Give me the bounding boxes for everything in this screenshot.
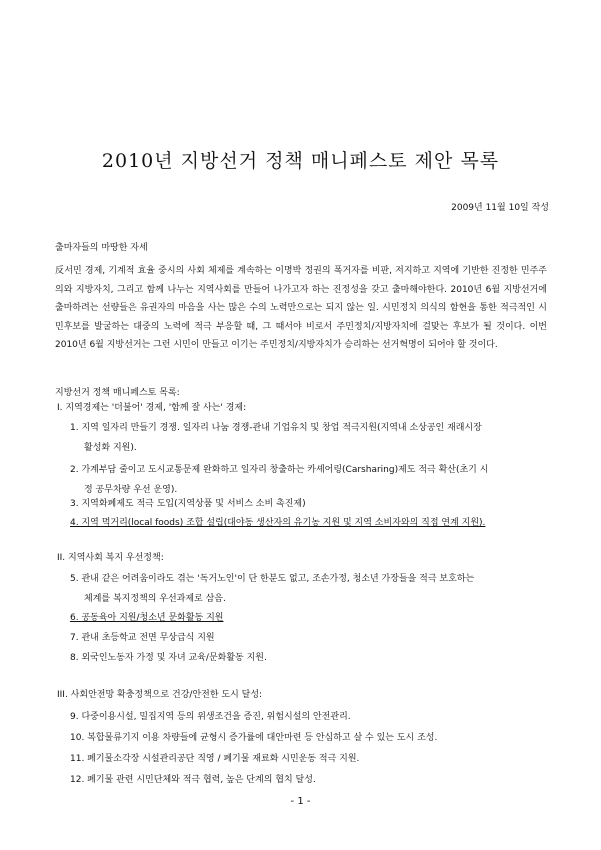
item-6-line1: 6. 공동육아 지원/청소년 문화활동 지원: [70, 613, 224, 623]
list-item: [70, 749, 545, 769]
item-2-line2: 정 공무차량 우선 운영).: [84, 485, 178, 495]
list-item: [70, 648, 545, 668]
item-5-line1: 5. 관내 같은 어려움이라도 겪는 '독거노인'이 단 한분도 없고, 조손가정, 청소년 가장들을 적극 보호하는: [70, 574, 475, 584]
list-item: [70, 770, 545, 790]
list-item: [70, 569, 545, 609]
item-11-line1: 11. 폐기물소각장 시설관리공단 직영 / 폐기물 재료화 시민운동 적극 지원.: [70, 754, 360, 764]
list-item: [70, 513, 545, 533]
intro-heading: 출마자들의 마땅한 자세: [55, 243, 148, 253]
list-item: [70, 628, 545, 648]
section2-heading: II. 지역사회 복지 우선정책:: [57, 553, 164, 563]
item-9-line1: 9. 다중이용시설, 밀집지역 등의 위생조건을 증진, 위험시설의 안전관리.: [70, 712, 351, 722]
item-12-line1: 12. 폐기물 관련 시민단체와 적극 협력, 높은 단계의 협치 달성.: [70, 775, 316, 785]
item-4-line1: 4. 지역 먹거리(local foods) 조합 설립(대야동 생산자의 유기농 지원 및 지역 소비자와의 직접 연계 지원).: [70, 518, 486, 528]
list-item: [70, 707, 545, 727]
list-item: [70, 608, 545, 628]
section1-heading: I. 지역경제는 '더불어' 경제, '함께 잘 사는' 경제:: [57, 403, 247, 413]
document-date: 2009년 11월 10일 작성: [451, 203, 549, 213]
document-title: 2010년 지방선거 정책 매니페스토 제안 목록: [101, 150, 500, 172]
item-3-line1: 3. 지역화폐제도 적극 도입(지역상품 및 서비스 소비 촉진제): [70, 499, 306, 509]
item-1-line2: 활성화 지원).: [84, 443, 137, 453]
item-8-line1: 8. 외국인노동자 가정 및 자녀 교육/문화활동 지원.: [70, 653, 267, 663]
page-number: - 1 -: [290, 796, 311, 807]
item-2-line1: 2. 가계부담 줄이고 도시교통문제 완화하고 일자리 창출하는 카셰어링(Carsharing)제도 적극 확산(초기 시: [70, 465, 489, 475]
list-item: [70, 418, 545, 458]
item-5-line2: 체계를 복지정책의 우선과제로 삼음.: [84, 594, 226, 604]
item-1-line1: 1. 지역 일자리 만들기 경쟁. 일자리 나눔 경쟁-관내 기업유치 및 창업 적극지원(지역내 소상공인 재래시장: [70, 423, 482, 433]
intro-paragraph: 反서민 경제, 기계적 효율 중시의 사회 체제를 계속하는 이명박 정권의 폭거자를 비판, 저지하고 지역에 기반한 진정한 민주주의와 지방자치, 그리고 함께 나누는 지역사회를 만들어 나가고자 하는 진정성을 갖고 출마해야한다. 2010년 6월 지방선거에 출마하려는 선량들은 유권자의 마음을 사는 많은 수의 노력만으로는 되지 않는 일. 시민정치 의식의 함현을 통한 적극적인 시민후보를 발굴하는 대중의 노력에 적극 부응할 때, 그 때서야 비로서 주민정치/지방자치에 걸맞는 후보가 될 것이다. 이번 2010년 6월 지방선거는 그런 시민이 만들고 이기는 주민정치/지방자치가 승리하는 선거혁명이 되어야 할 것이다.: [55, 266, 547, 350]
item-7-line1: 7. 관내 초등학교 전면 무상급식 지원: [70, 633, 215, 643]
list-item: [70, 494, 545, 514]
list-item: [70, 728, 545, 748]
section3-heading: III. 사회안전망 확충정책으로 건강/안전한 도시 달성:: [57, 690, 263, 700]
item-10-line1: 10. 복합물류기지 이용 차량들에 균형시 증가률에 대안마련 등 안심하고 살 수 있는 도시 조성.: [70, 733, 438, 743]
list-heading: 지방선거 정책 매니페스토 목록:: [55, 388, 180, 398]
